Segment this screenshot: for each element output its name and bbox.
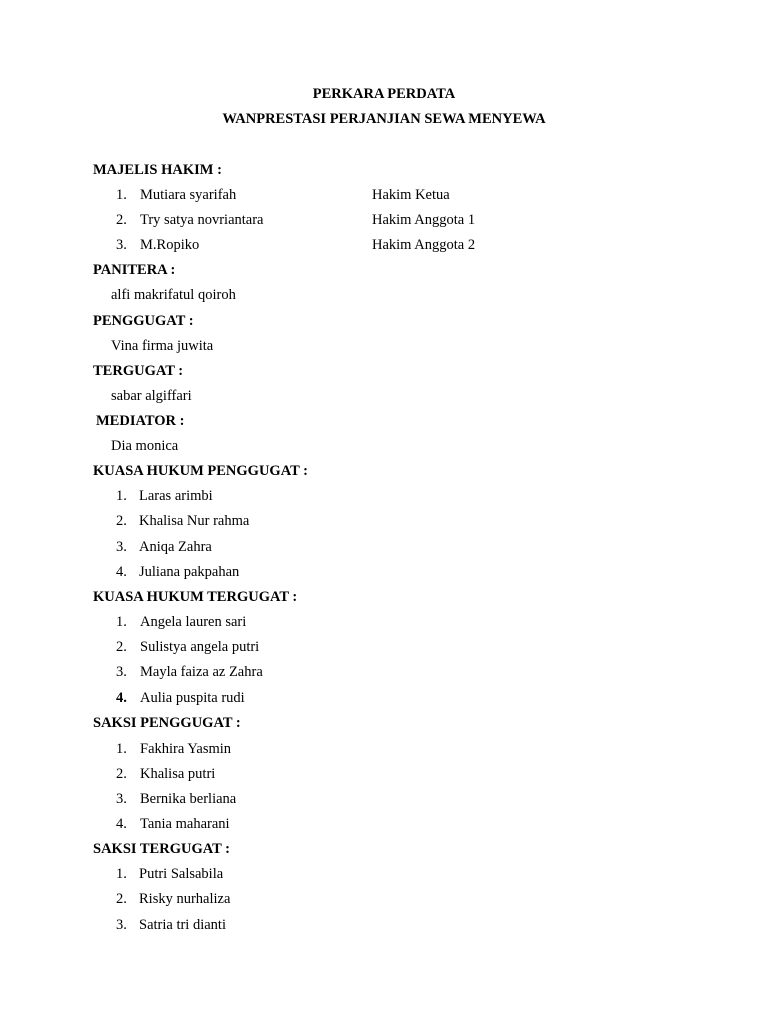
item-number: 2. — [116, 891, 127, 907]
lawyer-name: Aniqa Zahra — [139, 539, 212, 555]
item-number: 1. — [116, 187, 127, 203]
kuasa-tergugat-heading: KUASA HUKUM TERGUGAT : — [93, 589, 298, 605]
witness-name: Tania maharani — [140, 816, 230, 832]
saksi-penggugat-heading: SAKSI PENGGUGAT : — [93, 715, 241, 731]
judge-role: Hakim Anggota 1 — [372, 212, 476, 228]
item-number: 2. — [116, 766, 127, 782]
saksi-tergugat-heading: SAKSI TERGUGAT : — [93, 841, 230, 857]
witness-name: Fakhira Yasmin — [140, 741, 232, 757]
tergugat-name: sabar algiffari — [111, 388, 192, 404]
lawyer-name: Sulistya angela putri — [140, 639, 260, 655]
panitera-heading: PANITERA : — [93, 262, 176, 278]
item-number: 1. — [116, 741, 127, 757]
judge-name: M.Ropiko — [140, 237, 200, 253]
lawyer-name: Mayla faiza az Zahra — [140, 664, 263, 680]
item-number: 3. — [116, 237, 127, 253]
item-number: 4. — [116, 564, 127, 580]
panitera-name: alfi makrifatul qoiroh — [111, 287, 236, 303]
witness-name: Bernika berliana — [140, 791, 237, 807]
document-title: PERKARA PERDATA — [312, 86, 456, 102]
kuasa-penggugat-heading: KUASA HUKUM PENGGUGAT : — [93, 463, 308, 479]
judge-role: Hakim Ketua — [372, 187, 450, 203]
item-number: 3. — [116, 917, 127, 933]
item-number: 1. — [116, 488, 127, 504]
judge-name: Try satya novriantara — [140, 212, 264, 228]
item-number: 4. — [116, 690, 127, 706]
majelis-heading: MAJELIS HAKIM : — [93, 162, 222, 178]
mediator-heading: MEDIATOR : — [96, 413, 185, 429]
mediator-name: Dia monica — [111, 438, 179, 454]
item-number: 2. — [116, 513, 127, 529]
tergugat-heading: TERGUGAT : — [93, 363, 184, 379]
item-number: 2. — [116, 639, 127, 655]
witness-name: Satria tri dianti — [139, 917, 226, 933]
judge-role: Hakim Anggota 2 — [372, 237, 476, 253]
penggugat-heading: PENGGUGAT : — [93, 313, 194, 329]
item-number: 2. — [116, 212, 127, 228]
item-number: 1. — [116, 866, 127, 882]
item-number: 1. — [116, 614, 127, 630]
penggugat-name: Vina firma juwita — [111, 338, 214, 354]
witness-name: Putri Salsabila — [139, 866, 224, 882]
item-number: 3. — [116, 539, 127, 555]
document-subtitle: WANPRESTASI PERJANJIAN SEWA MENYEWA — [222, 111, 546, 127]
lawyer-name: Juliana pakpahan — [139, 564, 240, 580]
lawyer-name: Aulia puspita rudi — [140, 690, 245, 706]
lawyer-name: Laras arimbi — [139, 488, 213, 504]
lawyer-name: Khalisa Nur rahma — [139, 513, 250, 529]
item-number: 3. — [116, 791, 127, 807]
item-number: 4. — [116, 816, 127, 832]
witness-name: Khalisa putri — [140, 766, 216, 782]
witness-name: Risky nurhaliza — [139, 891, 231, 907]
judge-name: Mutiara syarifah — [140, 187, 237, 203]
lawyer-name: Angela lauren sari — [140, 614, 247, 630]
item-number: 3. — [116, 664, 127, 680]
